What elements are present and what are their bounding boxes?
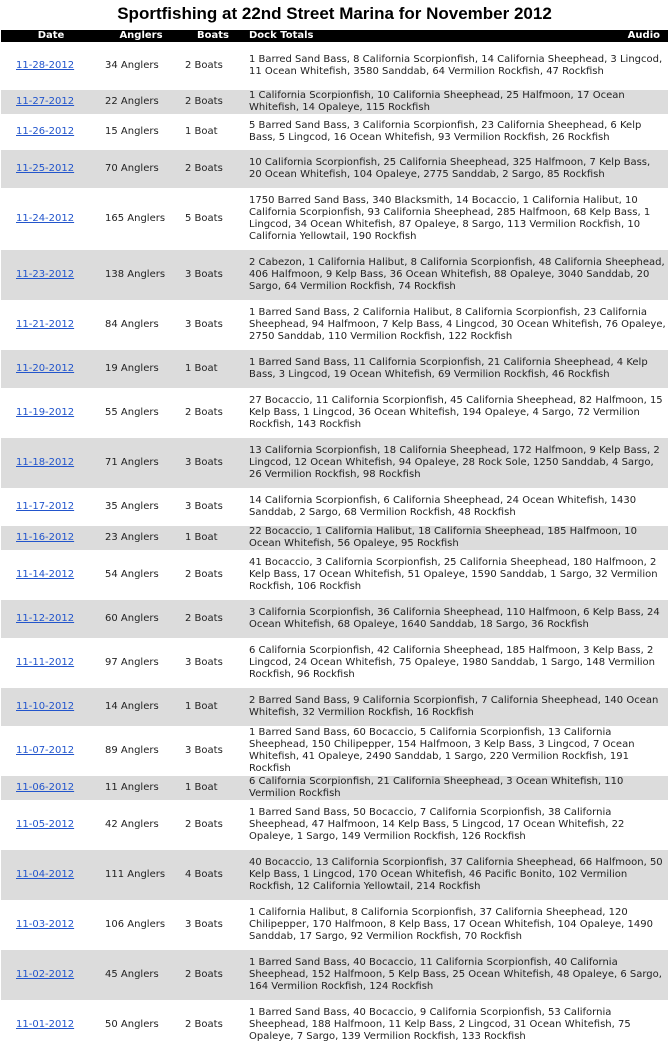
table-row [1,42,668,90]
date-cell [1,150,101,188]
table-row [1,900,668,950]
header-dock-totals: Dock Totals [245,30,615,42]
dock-totals-cell: 13 California Scorpionfish, 18 California Sheephead, 172 Halfmoon, 9 Kelp Bass, 2 Lingcod, 12 Ocean Whitefish, 94 Opaleye, 28 Rock Sole, 1250 Sanddab, 4 Sargo, 26 Vermilion Rockfish, 98 Rockfish [245,438,668,488]
dock-totals-cell: 1 Barred Sand Bass, 11 California Scorpionfish, 21 California Sheephead, 4 Kelp Bass, 3 Lingcod, 19 Ocean Whitefish, 69 Vermilion Rockfish, 46 Rockfish [245,350,668,388]
table-row [1,950,668,1000]
table-row [1,388,668,438]
table-row [1,488,668,526]
date-link[interactable]: 11-19-2012 [16,407,75,418]
table-row [1,188,668,250]
date-link[interactable]: 11-03-2012 [16,919,75,930]
boats-cell: 2 Boats [181,950,245,1000]
dock-totals-cell: 14 California Scorpionfish, 6 California Sheephead, 24 Ocean Whitefish, 1430 Sanddab, 2 Sargo, 68 Vermilion Rockfish, 48 Rockfish [249,495,637,518]
boats-cell: 3 Boats [185,919,223,930]
date-cell [1,300,101,350]
date-cell [1,850,101,900]
date-link[interactable]: 11-12-2012 [16,613,75,624]
dock-totals-cell: 27 Bocaccio, 11 California Scorpionfish, 45 California Sheephead, 82 Halfmoon, 15 Kelp Bass, 1 Lingcod, 36 Ocean Whitefish, 194 Opaleye, 4 Sargo, 72 Vermilion Rockfish, 143 Rockfish [249,395,663,430]
anglers-cell: 111 Anglers [101,850,181,900]
boats-cell: 3 Boats [181,438,245,488]
date-cell [1,800,101,850]
boats-cell: 2 Boats [181,90,245,114]
boats-cell: 1 Boat [181,688,245,726]
dock-totals-cell: 40 Bocaccio, 13 California Scorpionfish, 37 California Sheephead, 66 Halfmoon, 50 Kelp Bass, 1 Lingcod, 170 Ocean Whitefish, 46 Pacific Bonito, 102 Vermilion Rockfish, 12 California Yellowtail, 214 Rockfish [245,850,668,900]
header-anglers: Anglers [101,30,181,42]
date-cell [1,438,101,488]
date-cell [1,726,101,776]
date-cell [1,488,101,526]
table-row [1,600,668,638]
date-link[interactable]: 11-20-2012 [16,363,75,374]
date-link[interactable]: 11-16-2012 [16,532,75,543]
boats-cell: 3 Boats [185,319,223,330]
dock-totals-cell: 1 Barred Sand Bass, 50 Bocaccio, 7 California Scorpionfish, 38 California Sheephead, 47 Halfmoon, 14 Kelp Bass, 5 Lingcod, 17 Ocean Whitefish, 22 Opaleye, 1 Sargo, 149 Vermilion Rockfish, 126 Rockfish [249,807,625,842]
table-header-row [1,30,668,42]
date-link[interactable]: 11-07-2012 [16,745,75,756]
table-row [1,350,668,388]
anglers-cell: 45 Anglers [101,950,181,1000]
date-cell [1,388,101,438]
boats-cell: 1 Boat [181,350,245,388]
date-link[interactable]: 11-14-2012 [16,569,75,580]
table-row [1,90,668,114]
dock-totals-cell: 6 California Scorpionfish, 21 California Sheephead, 3 Ocean Whitefish, 110 Vermilion Rockfish [245,776,668,800]
date-cell [1,550,101,600]
date-link[interactable]: 11-05-2012 [16,819,75,830]
date-cell [1,526,101,550]
date-cell [1,688,101,726]
date-link[interactable]: 11-01-2012 [16,1019,75,1030]
anglers-cell: 60 Anglers [101,600,181,638]
date-cell [1,776,101,800]
dock-totals-cell: 41 Bocaccio, 3 California Scorpionfish, 25 California Sheephead, 180 Halfmoon, 2 Kelp Bass, 17 Ocean Whitefish, 51 Opaleye, 1590 Sanddab, 1 Sargo, 32 Vermilion Rockfish, 106 Rockfish [249,557,658,592]
date-link[interactable]: 11-25-2012 [16,163,75,174]
date-link[interactable]: 11-28-2012 [16,60,75,71]
dock-totals-cell: 1 Barred Sand Bass, 40 Bocaccio, 9 California Scorpionfish, 53 California Sheephead, 188 Halfmoon, 11 Kelp Bass, 2 Lingcod, 31 Ocean Whitefish, 75 Opaleye, 7 Sargo, 139 Vermilion Rockfish, 133 Rockfish [249,1007,631,1042]
anglers-cell: 70 Anglers [101,150,181,188]
date-cell [1,350,101,388]
anglers-cell: 89 Anglers [105,745,159,756]
date-link[interactable]: 11-04-2012 [16,869,75,880]
table-row [1,1000,668,1050]
date-link[interactable]: 11-02-2012 [16,969,75,980]
anglers-cell: 35 Anglers [105,501,159,512]
dock-totals-cell: 1 Barred Sand Bass, 8 California Scorpionfish, 14 California Sheephead, 3 Lingcod, 11 Ocean Whitefish, 3580 Sanddab, 64 Vermilion Rockfish, 47 Rockfish [249,54,663,77]
anglers-cell: 22 Anglers [101,90,181,114]
table-row [1,638,668,688]
dock-totals-cell: 1 California Halibut, 8 California Scorpionfish, 37 California Sheephead, 120 Chilipepper, 170 Halfmoon, 8 Kelp Bass, 17 Ocean Whitefish, 104 Opaleye, 1490 Sanddab, 17 Sargo, 92 Vermilion Rockfish, 70 Rockfish [249,907,653,942]
anglers-cell: 19 Anglers [101,350,181,388]
boats-cell: 1 Boat [185,126,218,137]
anglers-cell: 15 Anglers [105,126,159,137]
date-link[interactable]: 11-06-2012 [16,782,75,793]
date-link[interactable]: 11-24-2012 [16,213,75,224]
anglers-cell: 55 Anglers [105,407,159,418]
boats-cell: 3 Boats [181,250,245,300]
header-audio: Audio [615,30,668,42]
dock-totals-cell: 1 Barred Sand Bass, 60 Bocaccio, 5 California Scorpionfish, 13 California Sheephead, 150 Chilipepper, 154 Halfmoon, 3 Kelp Bass, 3 Lingcod, 7 Ocean Whitefish, 41 Opaleye, 2490 Sanddab, 1 Sargo, 220 Vermilion Rockfish, 191 Rockfish [249,727,635,774]
dock-totals-cell: 2 Cabezon, 1 California Halibut, 8 California Scorpionfish, 48 California Sheephead, 406 Halfmoon, 9 Kelp Bass, 36 Ocean Whitefish, 88 Opaleye, 3040 Sanddab, 20 Sargo, 64 Vermilion Rockfish, 74 Rockfish [245,250,668,300]
boats-cell: 2 Boats [185,1019,223,1030]
table-row [1,114,668,150]
date-link[interactable]: 11-11-2012 [16,657,75,668]
header-boats: Boats [181,30,245,42]
boats-cell: 3 Boats [185,745,223,756]
dock-totals-cell: 6 California Scorpionfish, 42 California Sheephead, 185 Halfmoon, 3 Kelp Bass, 2 Lingcod, 24 Ocean Whitefish, 75 Opaleye, 1980 Sanddab, 1 Sargo, 148 Vermilion Rockfish, 96 Rockfish [249,645,656,680]
boats-cell: 2 Boats [185,819,223,830]
anglers-cell: 23 Anglers [101,526,181,550]
date-cell [1,950,101,1000]
anglers-cell: 71 Anglers [101,438,181,488]
boats-cell: 2 Boats [185,569,223,580]
boats-cell: 3 Boats [185,501,223,512]
table-row [1,850,668,900]
anglers-cell: 14 Anglers [101,688,181,726]
anglers-cell: 50 Anglers [105,1019,159,1030]
date-link[interactable]: 11-10-2012 [16,701,75,712]
header-date: Date [1,30,101,42]
boats-cell: 3 Boats [185,657,223,668]
boats-cell: 5 Boats [185,213,223,224]
table-row [1,688,668,726]
dock-totals-cell: 3 California Scorpionfish, 36 California Sheephead, 110 Halfmoon, 6 Kelp Bass, 24 Ocean Whitefish, 68 Opaleye, 1640 Sanddab, 18 Sargo, 36 Rockfish [245,600,668,638]
dock-totals-cell: 2 Barred Sand Bass, 9 California Scorpionfish, 7 California Sheephead, 140 Ocean Whitefish, 32 Vermilion Rockfish, 16 Rockfish [245,688,668,726]
date-cell [1,250,101,300]
anglers-cell: 34 Anglers [105,60,159,71]
boats-cell: 4 Boats [181,850,245,900]
anglers-cell: 97 Anglers [105,657,159,668]
anglers-cell: 11 Anglers [101,776,181,800]
dock-totals-cell: 1 Barred Sand Bass, 40 Bocaccio, 11 California Scorpionfish, 40 California Sheephead, 152 Halfmoon, 5 Kelp Bass, 25 Ocean Whitefish, 48 Opaleye, 6 Sargo, 164 Vermilion Rockfish, 124 Rockfish [245,950,668,1000]
page-title: Sportfishing at 22nd Street Marina for November 2012 [117,4,552,23]
dock-totals-cell: 1 California Scorpionfish, 10 California Sheephead, 25 Halfmoon, 17 Ocean Whitefish, 14 Opaleye, 115 Rockfish [245,90,668,114]
boats-cell: 2 Boats [181,150,245,188]
table-row [1,726,668,776]
boats-cell: 2 Boats [185,407,223,418]
anglers-cell: 165 Anglers [105,213,166,224]
date-link[interactable]: 11-23-2012 [16,269,75,280]
anglers-cell: 54 Anglers [105,569,159,580]
date-cell [1,188,101,250]
dock-totals-cell: 1750 Barred Sand Bass, 340 Blacksmith, 14 Bocaccio, 1 California Halibut, 10 California Scorpionfish, 93 California Sheephead, 285 Halfmoon, 68 Kelp Bass, 1 Lingcod, 34 Ocean Whitefish, 87 Opaleye, 8 Sargo, 113 Vermilion Rockfish, 10 California Yellowtail, 190 Rockfish [249,195,651,242]
dock-totals-cell: 10 California Scorpionfish, 25 California Sheephead, 325 Halfmoon, 7 Kelp Bass, 20 Ocean Whitefish, 104 Opaleye, 2775 Sanddab, 2 Sargo, 85 Rockfish [245,150,668,188]
date-cell [1,114,101,150]
anglers-cell: 42 Anglers [105,819,159,830]
date-link[interactable]: 11-18-2012 [16,457,75,468]
table-row [1,550,668,600]
boats-cell: 1 Boat [181,526,245,550]
anglers-cell: 84 Anglers [105,319,159,330]
date-cell [1,600,101,638]
table-row [1,526,668,550]
date-link[interactable]: 11-17-2012 [16,501,75,512]
date-cell [1,900,101,950]
table-body [1,42,668,1050]
date-link[interactable]: 11-26-2012 [16,126,75,137]
table-row [1,438,668,488]
table-row [1,800,668,850]
table-row [1,150,668,188]
dock-totals-cell: 1 Barred Sand Bass, 2 California Halibut, 8 California Scorpionfish, 23 California Sheephead, 94 Halfmoon, 7 Kelp Bass, 4 Lingcod, 30 Ocean Whitefish, 76 Opaleye, 2750 Sanddab, 110 Vermilion Rockfish, 122 Rockfish [249,307,666,342]
anglers-cell: 106 Anglers [105,919,166,930]
date-link[interactable]: 11-21-2012 [16,319,75,330]
boats-cell: 1 Boat [181,776,245,800]
table-row [1,250,668,300]
dock-totals-cell: 22 Bocaccio, 1 California Halibut, 18 California Sheephead, 185 Halfmoon, 10 Ocean Whitefish, 56 Opaleye, 95 Rockfish [245,526,668,550]
boats-cell: 2 Boats [181,600,245,638]
dock-totals-table [1,30,668,1050]
anglers-cell: 138 Anglers [101,250,181,300]
table-row [1,300,668,350]
dock-totals-cell: 5 Barred Sand Bass, 3 California Scorpionfish, 23 California Sheephead, 6 Kelp Bass, 5 Lingcod, 16 Ocean Whitefish, 93 Vermilion Rockfish, 26 Rockfish [249,120,642,143]
date-cell [1,42,101,90]
date-cell [1,638,101,688]
date-cell [1,1000,101,1050]
date-cell [1,90,101,114]
boats-cell: 2 Boats [185,60,223,71]
table-row [1,776,668,800]
date-link[interactable]: 11-27-2012 [16,96,75,107]
